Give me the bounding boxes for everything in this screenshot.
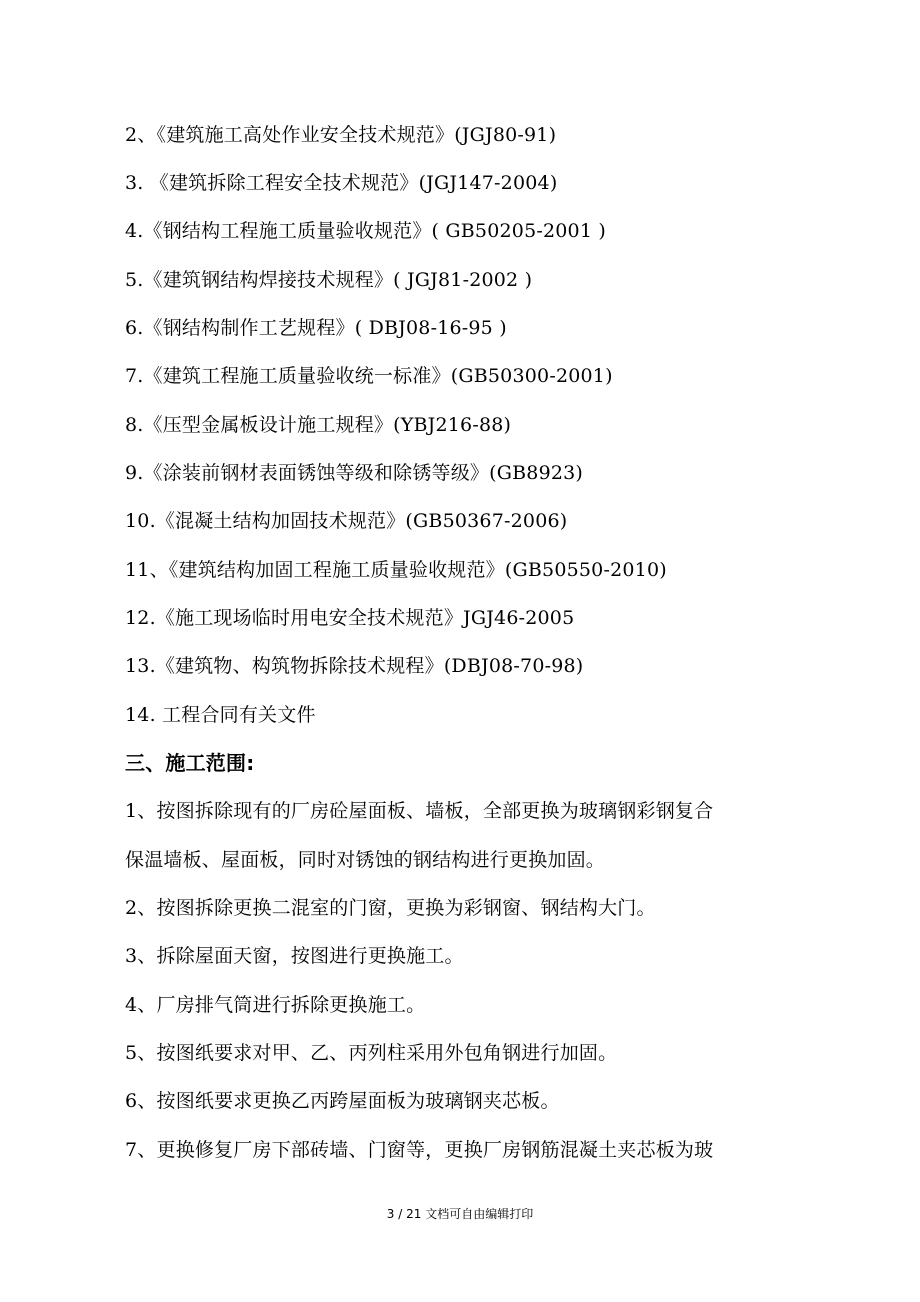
page-footer: 3 / 21 文档可自由编辑打印 xyxy=(386,1207,534,1221)
reference-item: 11、《建筑结构加固工程施工质量验收规范》(GB50550-2010) xyxy=(125,559,667,581)
scope-line: 4、厂房排气筒进行拆除更换施工。 xyxy=(125,994,426,1016)
reference-item: 9.《涂装前钢材表面锈蚀等级和除锈等级》(GB8923) xyxy=(125,462,584,484)
reference-item: 3. 《建筑拆除工程安全技术规范》(JGJ147-2004) xyxy=(125,172,558,194)
reference-item: 7.《建筑工程施工质量验收统一标准》(GB50300-2001) xyxy=(125,365,613,387)
reference-item: 6.《钢结构制作工艺规程》( DBJ08-16-95 ) xyxy=(125,317,507,339)
reference-item: 14. 工程合同有关文件 xyxy=(125,704,316,726)
scope-line: 7、更换修复厂房下部砖墙、门窗等，更换厂房钢筋混凝土夹芯板为玻 xyxy=(125,1139,714,1161)
scope-line: 1、按图拆除现有的厂房砼屋面板、墙板，全部更换为玻璃钢彩钢复合 xyxy=(125,800,714,822)
reference-item: 8.《压型金属板设计施工规程》(YBJ216-88) xyxy=(125,414,512,436)
scope-line: 保温墙板、屋面板，同时对锈蚀的钢结构进行更换加固。 xyxy=(125,849,606,871)
scope-line: 6、按图纸要求更换乙丙跨屋面板为玻璃钢夹芯板。 xyxy=(125,1090,560,1112)
reference-item: 4.《钢结构工程施工质量验收规范》( GB50205-2001 ) xyxy=(125,220,606,242)
scope-line: 2、按图拆除更换二混室的门窗，更换为彩钢窗、钢结构大门。 xyxy=(125,897,656,919)
reference-item: 2、《建筑施工高处作业安全技术规范》(JGJ80-91) xyxy=(125,124,557,146)
scope-line: 3、拆除屋面天窗，按图进行更换施工。 xyxy=(125,945,464,967)
section-heading: 三、施工范围: xyxy=(125,751,255,775)
scope-line: 5、按图纸要求对甲、乙、丙列柱采用外包角钢进行加固。 xyxy=(125,1042,618,1064)
reference-item: 10.《混凝土结构加固技术规范》(GB50367-2006) xyxy=(125,510,568,532)
reference-item: 13.《建筑物、构筑物拆除技术规程》(DBJ08-70-98) xyxy=(125,655,584,677)
reference-item: 5.《建筑钢结构焊接技术规程》( JGJ81-2002 ) xyxy=(125,269,533,291)
reference-item: 12.《施工现场临时用电安全技术规范》JGJ46-2005 xyxy=(125,607,575,629)
